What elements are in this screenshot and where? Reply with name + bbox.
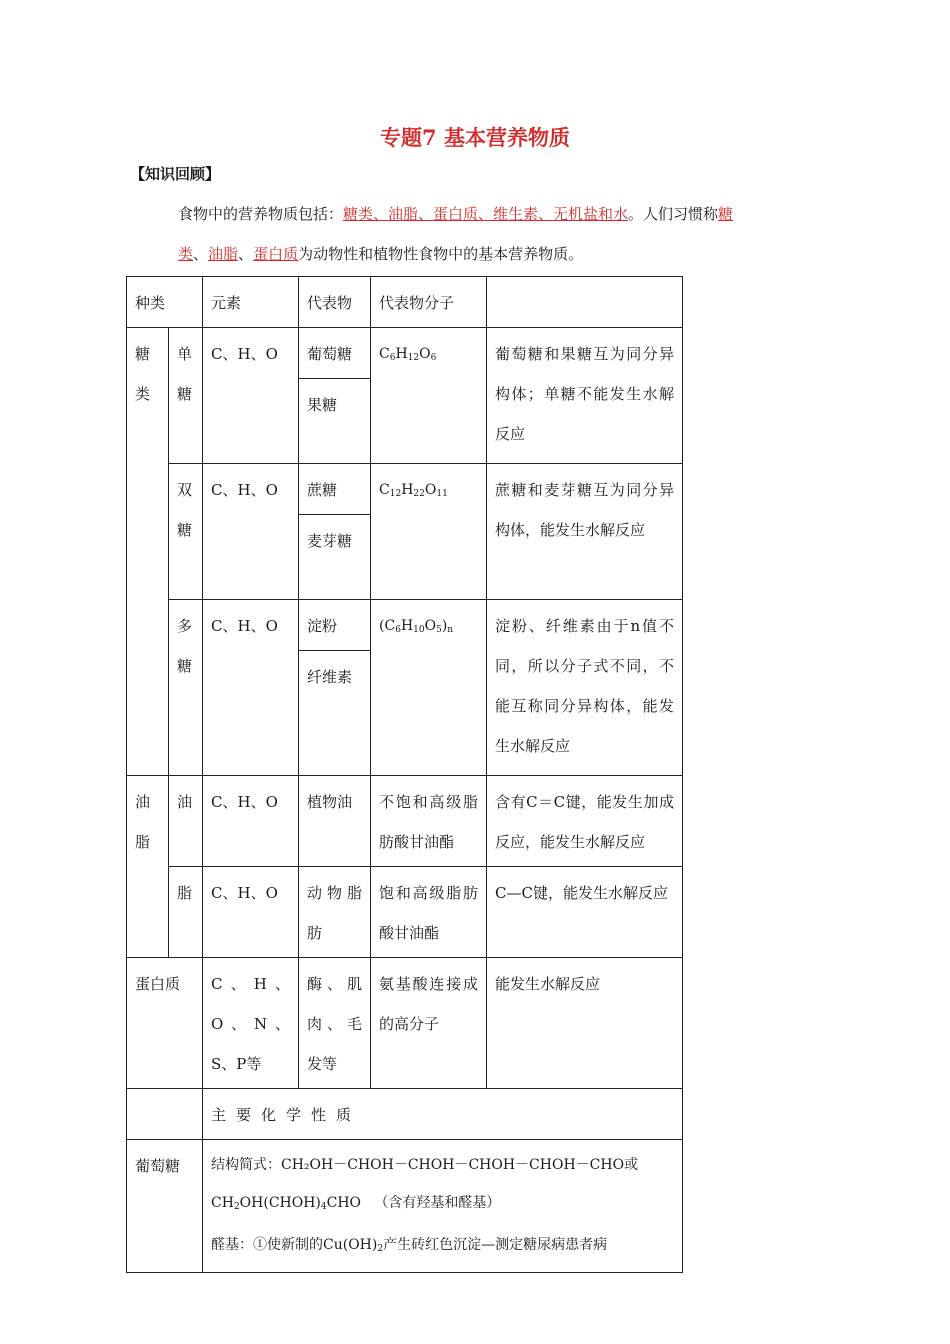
formula-part: ) (441, 618, 448, 634)
formula-part: (C (379, 618, 396, 634)
representative-cell: 葡萄糖 (299, 328, 371, 379)
separator: 、 (238, 245, 254, 263)
sugar-highlight-b: 类 (178, 245, 194, 263)
molecule-cell: 氨基酸连接成的高分子 (371, 958, 487, 1089)
representative-cell: 动物脂肪 (299, 867, 371, 958)
note-cell: 蔗糖和麦芽糖互为同分异构体，能发生水解反应 (487, 464, 683, 600)
sugar-highlight-a: 糖 (718, 205, 734, 223)
table-row (127, 600, 683, 651)
fat-highlight: 油脂 (208, 245, 239, 263)
category-cell: 葡萄糖 (127, 1140, 203, 1273)
elements-cell: C、H、O (203, 776, 299, 867)
table-row (127, 867, 683, 958)
structure-line-2 (211, 1184, 674, 1226)
formula-cell (371, 600, 487, 776)
formula-cell (371, 328, 487, 464)
representative-cell: 纤维素 (299, 651, 371, 776)
protein-highlight: 蛋白质 (253, 245, 299, 263)
representative-cell: 麦芽糖 (299, 515, 371, 600)
aldehyde-line (211, 1226, 674, 1268)
formula-sub: 6 (430, 353, 437, 363)
subcategory-cell: 脂 (169, 867, 203, 958)
formula-part: H (395, 346, 408, 362)
formula-sub: 10 (413, 625, 425, 635)
molecule-cell: 饱和高级脂肪酸甘油酯 (371, 867, 487, 958)
nutrient-table (126, 276, 683, 1273)
structure-note: （含有羟基和醛基） (374, 1195, 501, 1211)
formula-sub: 22 (413, 489, 425, 499)
formula-sub: 2 (377, 1244, 384, 1254)
table-row (127, 1089, 683, 1140)
representative-cell: 淀粉 (299, 600, 371, 651)
elements-cell: C、H、O (203, 328, 299, 464)
formula-cell (371, 464, 487, 600)
formula-sub: 2 (233, 1202, 240, 1212)
formula-sub: 12 (389, 489, 402, 499)
formula-part: H (400, 618, 414, 634)
representative-cell: 果糖 (299, 379, 371, 464)
note-cell: 能发生水解反应 (487, 958, 683, 1089)
formula-sub: 12 (407, 353, 420, 363)
formula-part: CH (211, 1195, 234, 1211)
intro-line-2 (130, 234, 820, 274)
molecule-cell: 不饱和高级脂肪酸甘油酯 (371, 776, 487, 867)
table-row (127, 464, 683, 515)
formula-sub: 4 (320, 1202, 327, 1212)
category-cell: 油脂 (127, 776, 169, 958)
category-cell: 蛋白质 (127, 958, 203, 1089)
header-cell (487, 277, 683, 328)
aldehyde-text: 产生砖红色沉淀—测定糖尿病患者病 (383, 1237, 608, 1253)
header-cell: 种类 (127, 277, 203, 328)
note-cell: C—C键，能发生水解反应 (487, 867, 683, 958)
elements-cell: C、H、O (203, 600, 299, 776)
section-label: 【知识回顾】 (130, 165, 221, 183)
page-title: 专题7 基本营养物质 (380, 125, 570, 150)
table-row (127, 328, 683, 379)
glucose-properties-cell (203, 1140, 683, 1273)
note-cell: 含有C＝C键，能发生加成反应，能发生水解反应 (487, 776, 683, 867)
formula-part: CHO (326, 1195, 362, 1211)
intro-paragraph (130, 194, 820, 274)
nutrients-highlight: 糖类、油脂、蛋白质、维生素、无机盐和水 (343, 205, 629, 223)
structure-line-1: 结构简式：CH₂OH－CHOH－CHOH－CHOH－CHOH－CHO或 (211, 1157, 639, 1173)
formula-part: OH(CHOH) (239, 1195, 321, 1211)
formula-part: C (379, 482, 390, 498)
formula-sub: 11 (436, 489, 448, 499)
formula-sub: 5 (436, 625, 442, 635)
formula-part: H (401, 482, 414, 498)
intro-mid: 。人们习惯称 (628, 205, 719, 223)
table-row (127, 1140, 683, 1273)
note-cell: 葡萄糖和果糖互为同分异构体；单糖不能发生水解反应 (487, 328, 683, 464)
formula-part: O (419, 346, 431, 362)
representative-cell: 植物油 (299, 776, 371, 867)
subcategory-cell: 油 (169, 776, 203, 867)
note-cell: 淀粉、纤维素由于n值不同，所以分子式不同，不能互称同分异构体，能发生水解反应 (487, 600, 683, 776)
elements-cell: C、H、O、N、S、P等 (203, 958, 299, 1089)
formula-part: O (424, 618, 437, 634)
formula-part: C (379, 346, 390, 362)
intro-post: 为动物性和植物性食物中的基本营养物质。 (298, 245, 584, 263)
intro-line-1 (130, 194, 820, 234)
aldehyde-text: 醛基：①使新制的Cu(OH) (211, 1237, 378, 1253)
table-row (127, 958, 683, 1089)
table-row (127, 776, 683, 867)
subcategory-cell: 双糖 (169, 464, 203, 600)
intro-pre: 食物中的营养物质包括： (178, 205, 344, 223)
separator: 、 (193, 245, 209, 263)
formula-part: O (424, 482, 437, 498)
header-cell: 代表物分子 (371, 277, 487, 328)
table-header-row (127, 277, 683, 328)
header-cell: 代表物 (299, 277, 371, 328)
formula-sub: n (447, 625, 454, 635)
representative-cell: 蔗糖 (299, 464, 371, 515)
header-cell: 元素 (203, 277, 299, 328)
representative-cell: 酶、肌肉、毛发等 (299, 958, 371, 1089)
empty-cell (127, 1089, 203, 1140)
category-cell: 糖类 (127, 328, 169, 776)
formula-sub: 6 (395, 625, 401, 635)
formula-sub: 6 (389, 353, 396, 363)
subcategory-cell: 多糖 (169, 600, 203, 776)
elements-cell: C、H、O (203, 464, 299, 600)
subcategory-cell: 单糖 (169, 328, 203, 464)
props-header-cell: 主要化学性质 (203, 1089, 683, 1140)
elements-cell: C、H、O (203, 867, 299, 958)
